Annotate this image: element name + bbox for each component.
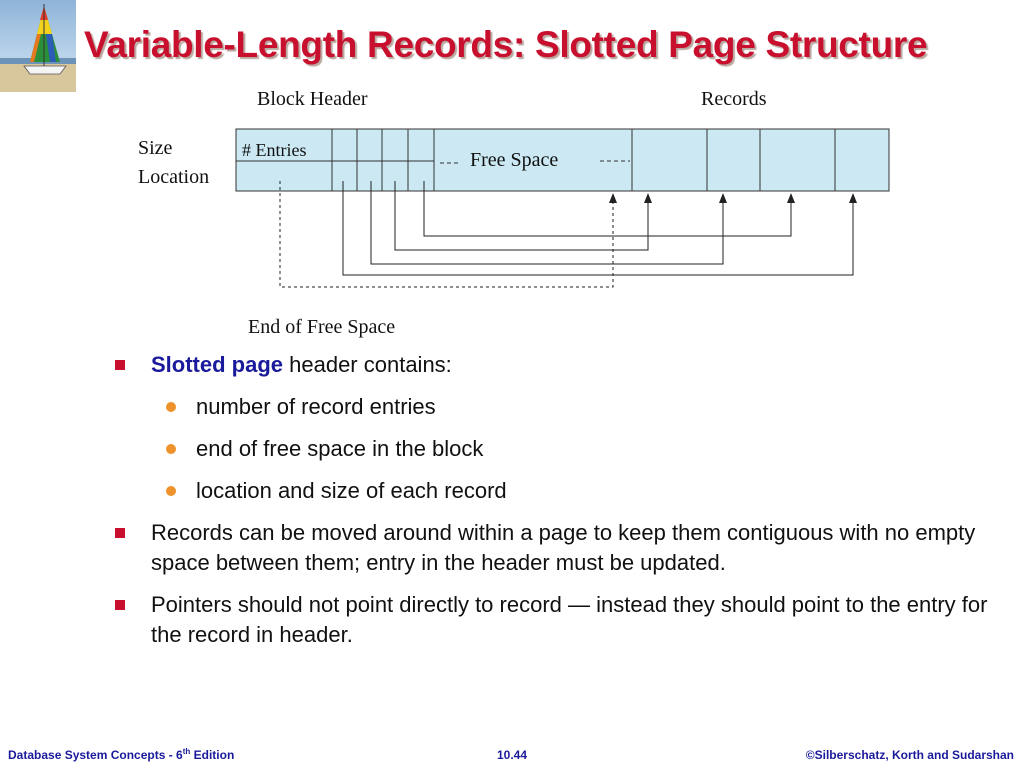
bullet-highlight: Slotted page [151,352,284,377]
square-bullet-icon [115,528,125,538]
bullet-text: Pointers should not point directly to record — instead they should point to the entry for the record in header. [151,592,988,647]
footer-copyright: ©Silberschatz, Korth and Sudarshan [805,748,1014,762]
sub-bullet-text: location and size of each record [196,478,507,503]
bullet-item [108,350,988,380]
slide-footer [0,746,1024,762]
square-bullet-icon [115,600,125,610]
footer-page-number: 10.44 [497,748,528,762]
slotted-page-diagram [0,0,1024,345]
slide-title: Variable-Length Records: Slotted Page Structure [84,24,928,65]
footer-edition-sup: th [182,747,191,756]
square-bullet-icon [115,360,125,370]
pointer-arrowheads [609,193,857,203]
block-header-label: Block Header [257,88,368,110]
free-space-label: Free Space [470,149,559,171]
footer-book-name: Database System Concepts - 6 [8,748,183,762]
sub-bullet-item [108,476,988,506]
circle-bullet-icon [166,486,176,496]
header-cells [236,129,434,191]
end-of-free-space-label: End of Free Space [248,316,396,338]
entries-label: # Entries [242,140,307,160]
circle-bullet-icon [166,444,176,454]
bullet-item [108,590,988,650]
slot-pointers [280,181,853,287]
sub-bullet-text: number of record entries [196,394,436,419]
footer-book-title [8,747,234,762]
circle-bullet-icon [166,402,176,412]
sub-bullet-text: end of free space in the block [196,436,484,461]
size-label: Size [138,137,173,159]
records-label: Records [701,88,767,110]
bullet-item [108,518,988,578]
location-label: Location [138,166,210,188]
bullet-text: Records can be moved around within a page to keep them contiguous with no empty space between them; entry in the header must be updated. [151,520,976,575]
footer-edition: Edition [190,748,235,762]
sub-bullet-item [108,434,988,464]
sub-bullet-item [108,392,988,422]
bullet-list [108,350,988,662]
bullet-text: header contains: [283,352,452,377]
